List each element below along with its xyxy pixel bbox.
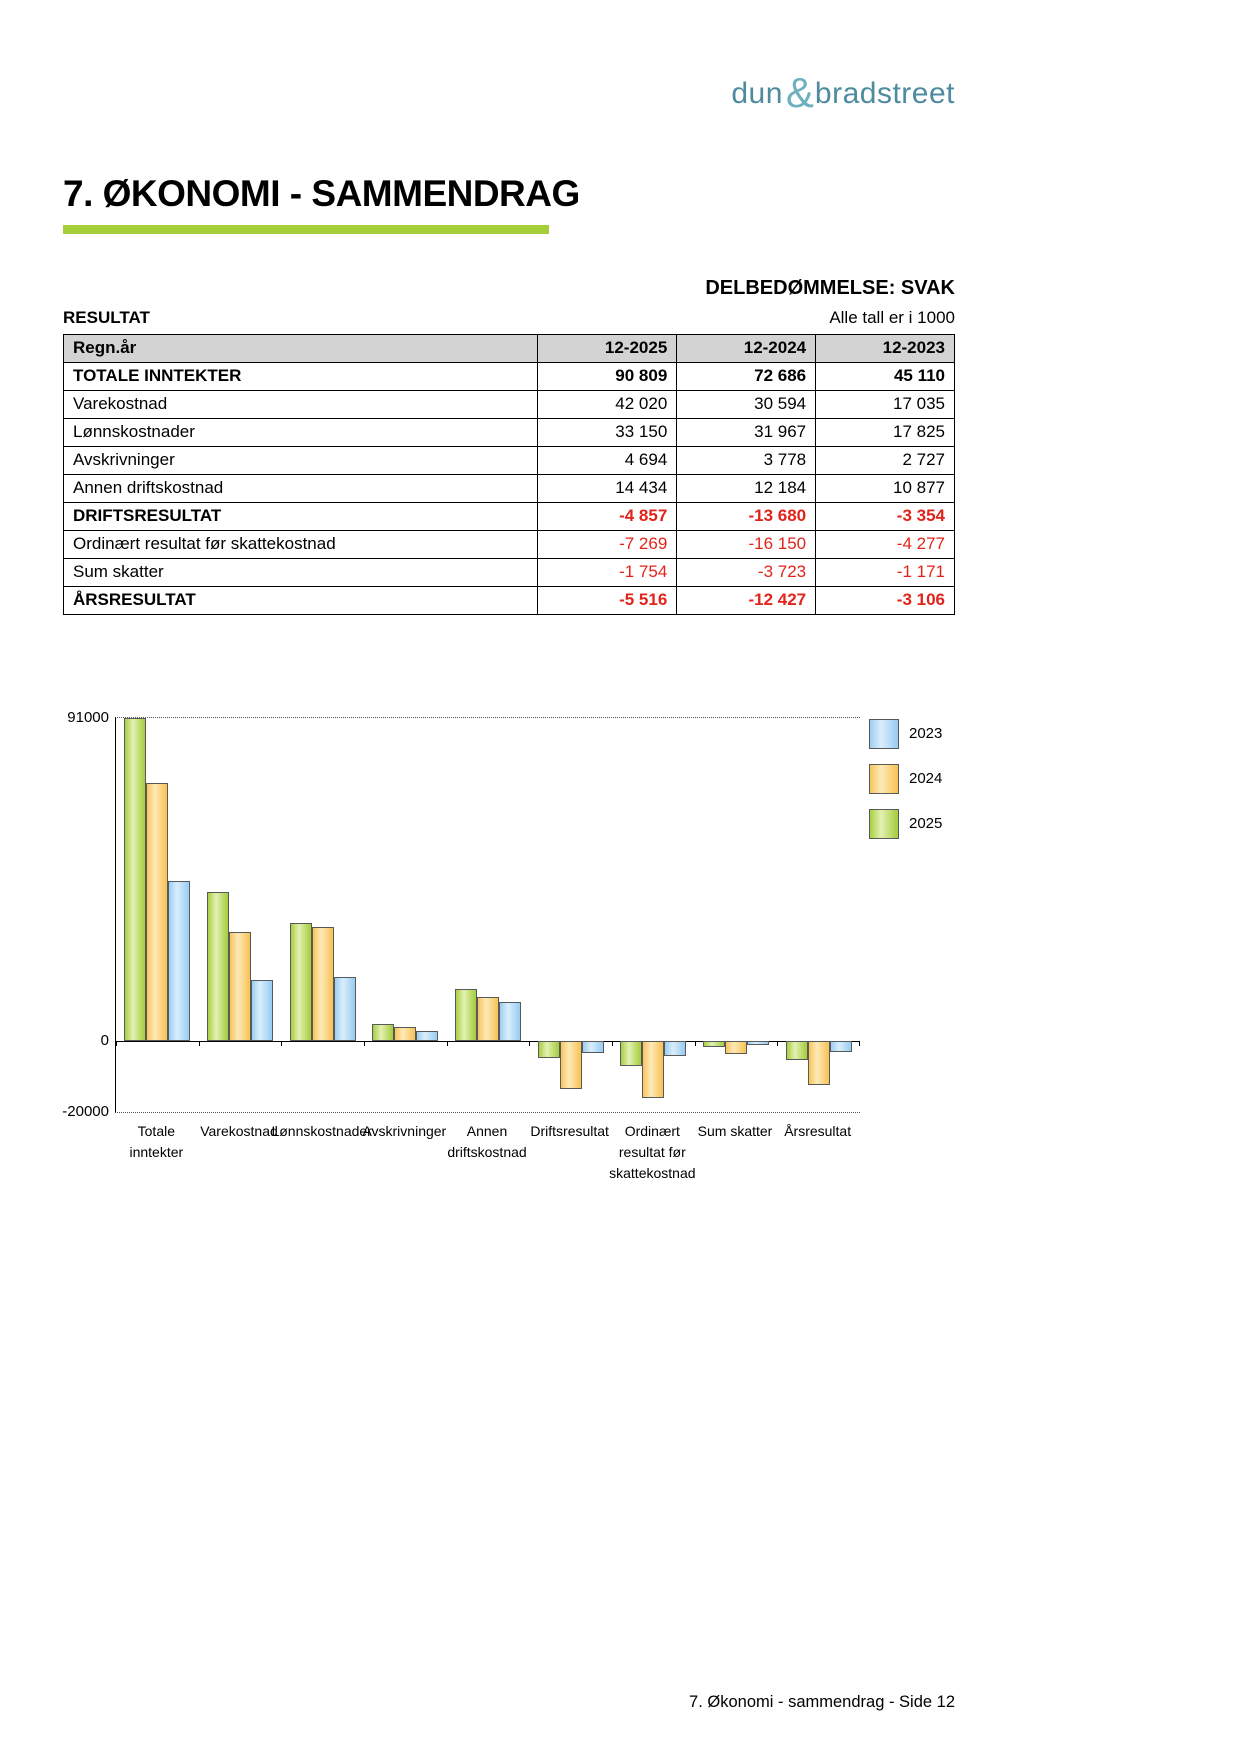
bar-2025-lønnskostnader — [290, 923, 312, 1041]
row-value: -7 269 — [538, 530, 677, 558]
row-value: 90 809 — [538, 362, 677, 390]
bar-2025-avskrivninger — [372, 1024, 394, 1041]
axis-tick — [281, 1041, 282, 1046]
bar-2024-annen-driftskostnad — [477, 997, 499, 1040]
axis-tick — [529, 1041, 530, 1046]
dun-bradstreet-logo — [63, 0, 955, 114]
row-value: -5 516 — [538, 586, 677, 614]
row-value: -3 723 — [677, 558, 816, 586]
row-value: -1 754 — [538, 558, 677, 586]
row-value: -4 277 — [816, 530, 955, 558]
bar-2025-totale-inntekter — [124, 718, 146, 1040]
bar-2025-årsresultat — [786, 1041, 808, 1061]
row-value: 14 434 — [538, 474, 677, 502]
bar-2024-avskrivninger — [394, 1027, 416, 1040]
bar-chart — [62, 708, 955, 1217]
row-value: 30 594 — [677, 390, 816, 418]
x-axis-label: Lønnskostnader — [271, 1122, 372, 1139]
x-axis-label: Varekostnad — [200, 1122, 278, 1139]
bar-2023-annen-driftskostnad — [499, 1002, 521, 1041]
legend-item-2024 — [869, 764, 955, 794]
bar-2025-annen-driftskostnad — [455, 989, 477, 1040]
table-row — [64, 474, 955, 502]
table-row — [64, 502, 955, 530]
axis-tick — [695, 1041, 696, 1046]
report-page — [63, 0, 955, 1754]
bar-2024-varekostnad — [229, 932, 251, 1041]
bar-2024-ordinært-resultat-før-skattekostnad — [642, 1041, 664, 1098]
y-axis — [62, 708, 113, 1120]
plot-area — [115, 717, 860, 1113]
row-value: 31 967 — [677, 418, 816, 446]
table-caption-row — [63, 308, 955, 328]
axis-tick — [116, 1041, 117, 1046]
table-header-row — [64, 334, 955, 362]
bar-2025-varekostnad — [207, 892, 229, 1041]
bar-2025-sum-skatter — [703, 1041, 725, 1047]
bar-2023-totale-inntekter — [168, 881, 190, 1041]
axis-tick — [777, 1041, 778, 1046]
x-axis-label: Årsresultat — [784, 1122, 852, 1139]
column-header: 12-2024 — [677, 334, 816, 362]
x-axis-label: Totale inntekter — [129, 1122, 184, 1160]
legend-swatch-icon — [869, 719, 899, 749]
column-header: 12-2023 — [816, 334, 955, 362]
row-value: -16 150 — [677, 530, 816, 558]
bar-2023-sum-skatter — [747, 1041, 769, 1045]
bar-2023-driftsresultat — [582, 1041, 604, 1053]
row-value: 45 110 — [816, 362, 955, 390]
row-value: 72 686 — [677, 362, 816, 390]
table-row — [64, 418, 955, 446]
table-row — [64, 586, 955, 614]
axis-tick — [859, 1041, 860, 1046]
legend-label: 2023 — [909, 725, 943, 743]
y-axis-label: 0 — [100, 1031, 109, 1049]
axis-tick — [199, 1041, 200, 1046]
bar-2025-ordinært-resultat-før-skattekostnad — [620, 1041, 642, 1067]
y-axis-label: -20000 — [62, 1102, 109, 1120]
table-row — [64, 390, 955, 418]
legend-swatch-icon — [869, 809, 899, 839]
row-value: -12 427 — [677, 586, 816, 614]
row-value: 42 020 — [538, 390, 677, 418]
bar-2024-årsresultat — [808, 1041, 830, 1085]
legend-swatch-icon — [869, 764, 899, 794]
bar-2023-ordinært-resultat-før-skattekostnad — [664, 1041, 686, 1056]
table-row — [64, 530, 955, 558]
row-label: TOTALE INNTEKTER — [64, 362, 538, 390]
table-row — [64, 558, 955, 586]
y-axis-label: 91000 — [67, 708, 109, 726]
row-value: 17 825 — [816, 418, 955, 446]
x-axis-label: Driftsresultat — [530, 1122, 609, 1139]
row-value: 2 727 — [816, 446, 955, 474]
row-label: ÅRSRESULTAT — [64, 586, 538, 614]
table-row — [64, 362, 955, 390]
bar-2023-avskrivninger — [416, 1031, 438, 1041]
row-value: -13 680 — [677, 502, 816, 530]
legend-label: 2025 — [909, 815, 943, 833]
unit-note: Alle tall er i 1000 — [829, 307, 955, 327]
title-underline — [63, 225, 549, 234]
page-title: 7. ØKONOMI - SAMMENDRAG — [63, 173, 580, 214]
legend-item-2023 — [869, 719, 955, 749]
column-header: 12-2025 — [538, 334, 677, 362]
bar-2023-årsresultat — [830, 1041, 852, 1052]
result-table — [63, 334, 955, 615]
axis-tick — [612, 1041, 613, 1046]
row-label: Annen driftskostnad — [64, 474, 538, 502]
axis-tick — [364, 1041, 365, 1046]
bar-2024-lønnskostnader — [312, 927, 334, 1040]
row-label: Ordinært resultat før skattekostnad — [64, 530, 538, 558]
x-axis-label: Annen driftskostnad — [447, 1122, 527, 1160]
legend-item-2025 — [869, 809, 955, 839]
row-label: Lønnskostnader — [64, 418, 538, 446]
x-axis-label: Avskrivninger — [362, 1122, 447, 1139]
bar-2023-varekostnad — [251, 980, 273, 1040]
section-title: RESULTAT — [63, 307, 150, 327]
bar-2024-driftsresultat — [560, 1041, 582, 1090]
column-header: Regn.år — [64, 334, 538, 362]
logo-text-bradstreet: bradstreet — [814, 77, 955, 110]
row-label: DRIFTSRESULTAT — [64, 502, 538, 530]
x-axis-label: Ordinært resultat før skattekostnad — [609, 1122, 696, 1181]
logo-text-dun: dun — [731, 77, 783, 110]
row-label: Sum skatter — [64, 558, 538, 586]
row-value: -4 857 — [538, 502, 677, 530]
row-label: Avskrivninger — [64, 446, 538, 474]
legend-label: 2024 — [909, 770, 943, 788]
bar-2023-lønnskostnader — [334, 977, 356, 1040]
row-value: 10 877 — [816, 474, 955, 502]
page-footer: 7. Økonomi - sammendrag - Side 12 — [689, 1693, 955, 1711]
row-value: 4 694 — [538, 446, 677, 474]
bar-2024-totale-inntekter — [146, 783, 168, 1041]
row-value: -3 354 — [816, 502, 955, 530]
bar-2024-sum-skatter — [725, 1041, 747, 1054]
row-value: 17 035 — [816, 390, 955, 418]
x-axis-label: Sum skatter — [697, 1122, 773, 1139]
row-value: 12 184 — [677, 474, 816, 502]
axis-tick — [447, 1041, 448, 1046]
chart-legend — [869, 719, 955, 854]
row-value: -1 171 — [816, 558, 955, 586]
table-row — [64, 446, 955, 474]
row-value: -3 106 — [816, 586, 955, 614]
ampersand-icon: & — [785, 69, 814, 116]
row-value: 3 778 — [677, 446, 816, 474]
bar-2025-driftsresultat — [538, 1041, 560, 1058]
row-label: Varekostnad — [64, 390, 538, 418]
row-value: 33 150 — [538, 418, 677, 446]
assessment-label: DELBEDØMMELSE: SVAK — [705, 276, 955, 299]
x-axis-labels — [115, 1121, 860, 1201]
